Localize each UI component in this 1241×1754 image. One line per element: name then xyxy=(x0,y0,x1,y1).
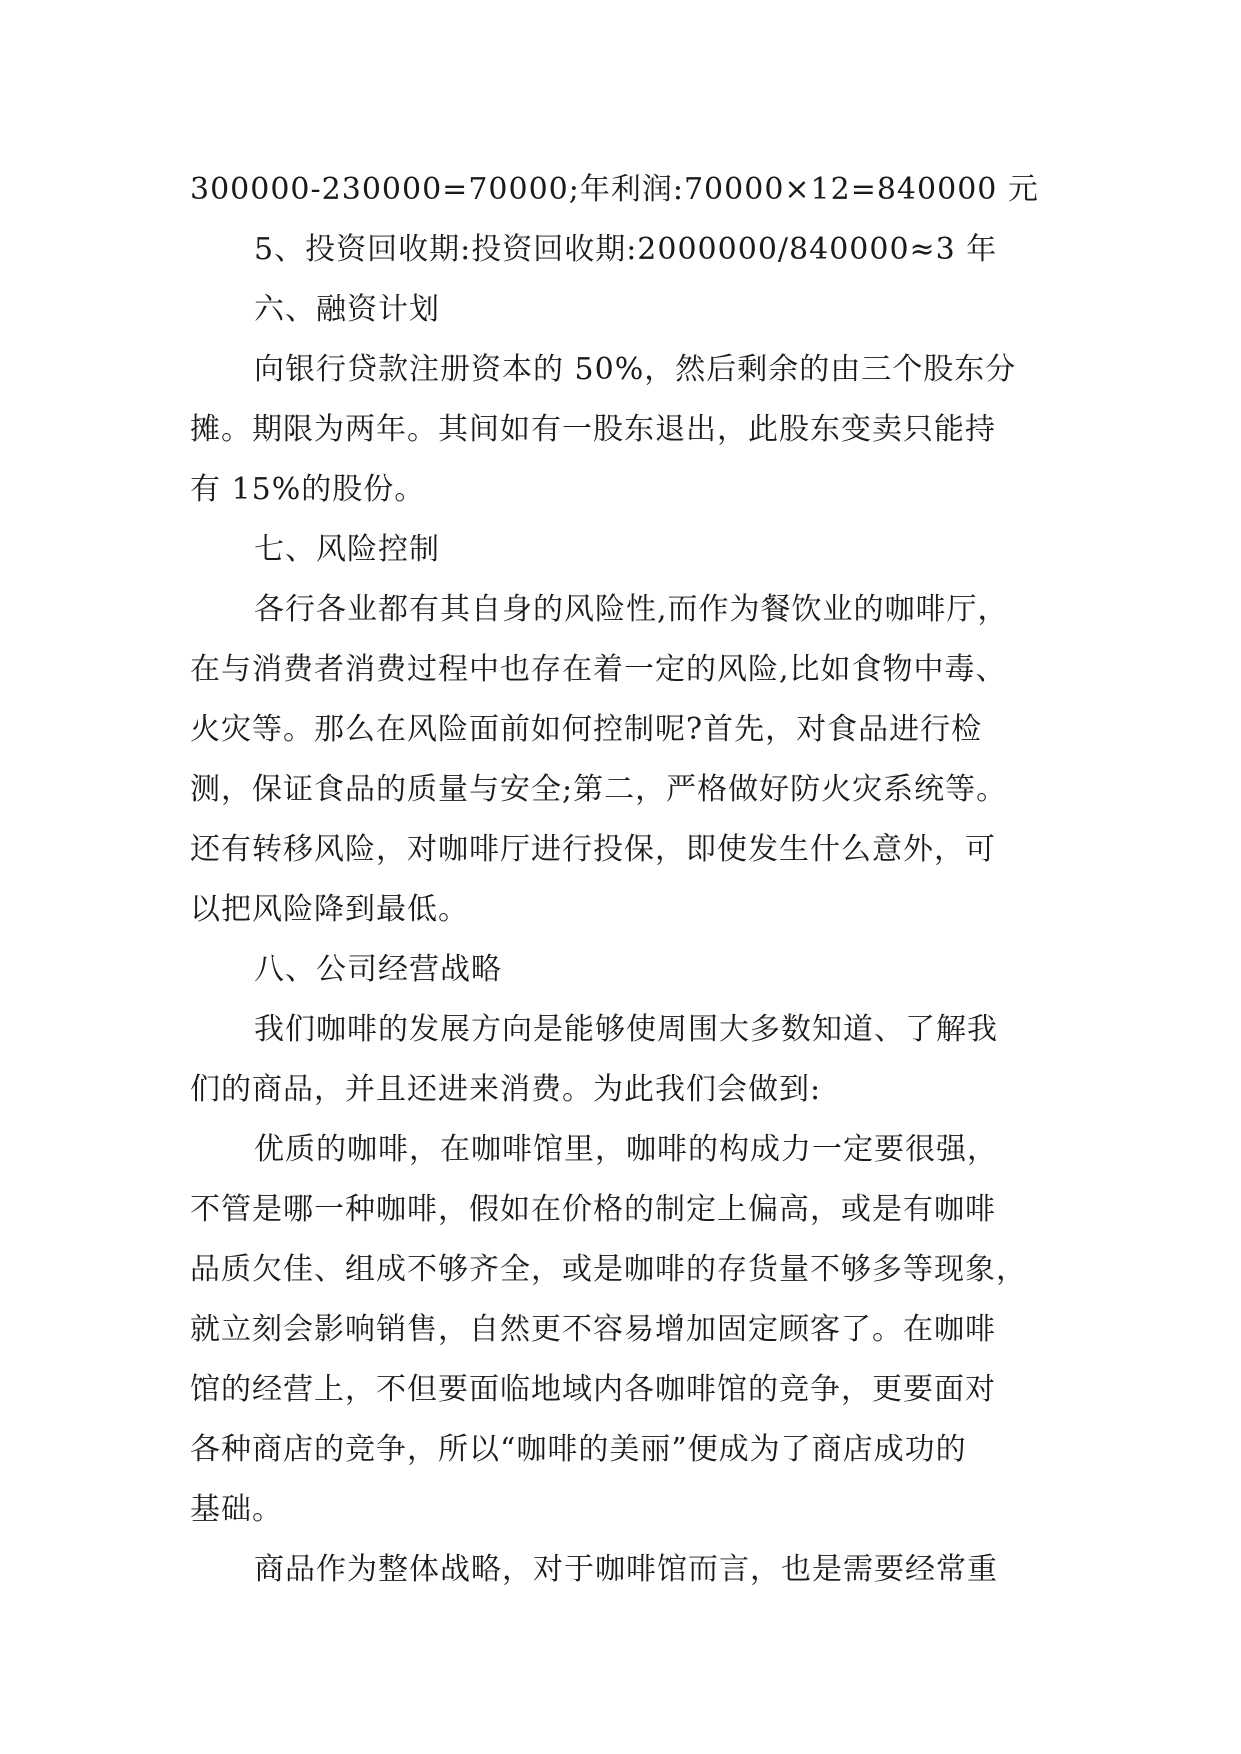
profit-calculation-paragraph xyxy=(190,160,1060,220)
product-strategy-paragraph xyxy=(190,1540,1060,1600)
text-line: 们的商品，并且还进来消费。为此我们会做到: xyxy=(190,1072,822,1107)
text-line: 以把风险降到最低。 xyxy=(190,892,469,927)
development-direction-paragraph xyxy=(190,1000,1060,1120)
document-body xyxy=(190,160,1060,1600)
text-line: 商品作为整体战略，对于咖啡馆而言，也是需要经常重 xyxy=(254,1552,998,1587)
section-heading-financing xyxy=(190,280,1060,340)
text-line: 5、投资回收期:投资回收期:2000000/840000≈3 年 xyxy=(254,232,998,267)
text-line: 向银行贷款注册资本的 50%，然后剩余的由三个股东分 xyxy=(254,352,1017,387)
text-line: 就立刻会影响销售，自然更不容易增加固定顾客了。在咖啡 xyxy=(190,1312,996,1347)
text-line: 我们咖啡的发展方向是能够使周围大多数知道、了解我 xyxy=(254,1012,998,1047)
text-line: 基础。 xyxy=(190,1492,283,1527)
text-line: 300000-230000=70000;年利润:70000×12=840000 元 xyxy=(190,172,1039,207)
text-line: 优质的咖啡，在咖啡馆里，咖啡的构成力一定要很强， xyxy=(254,1132,998,1167)
payback-period-paragraph xyxy=(190,220,1060,280)
text-line: 品质欠佳、组成不够齐全，或是咖啡的存货量不够多等现象， xyxy=(190,1252,1027,1287)
section-heading-risk xyxy=(190,520,1060,580)
financing-paragraph xyxy=(190,340,1060,520)
text-line: 摊。期限为两年。其间如有一股东退出，此股东变卖只能持 xyxy=(190,412,996,447)
quality-coffee-paragraph xyxy=(190,1120,1060,1540)
text-line: 馆的经营上，不但要面临地域内各咖啡馆的竞争，更要面对 xyxy=(190,1372,996,1407)
text-line: 各行各业都有其自身的风险性,而作为餐饮业的咖啡厅， xyxy=(254,592,1009,627)
text-line: 不管是哪一种咖啡，假如在价格的制定上偏高，或是有咖啡 xyxy=(190,1192,996,1227)
text-line: 测，保证食品的质量与安全;第二，严格做好防火灾系统等。 xyxy=(190,772,1008,807)
text-line: 有 15%的股份。 xyxy=(190,472,426,507)
section-heading: 八、公司经营战略 xyxy=(254,952,502,987)
section-heading: 七、风险控制 xyxy=(254,532,440,567)
text-line: 各种商店的竞争，所以“咖啡的美丽”便成为了商店成功的 xyxy=(190,1432,967,1467)
section-heading: 六、融资计划 xyxy=(254,292,440,327)
risk-control-paragraph xyxy=(190,580,1060,940)
text-line: 在与消费者消费过程中也存在着一定的风险,比如食物中毒、 xyxy=(190,652,1007,687)
section-heading-strategy xyxy=(190,940,1060,1000)
text-line: 还有转移风险，对咖啡厅进行投保，即使发生什么意外，可 xyxy=(190,832,996,867)
text-line: 火灾等。那么在风险面前如何控制呢?首先，对食品进行检 xyxy=(190,712,983,747)
